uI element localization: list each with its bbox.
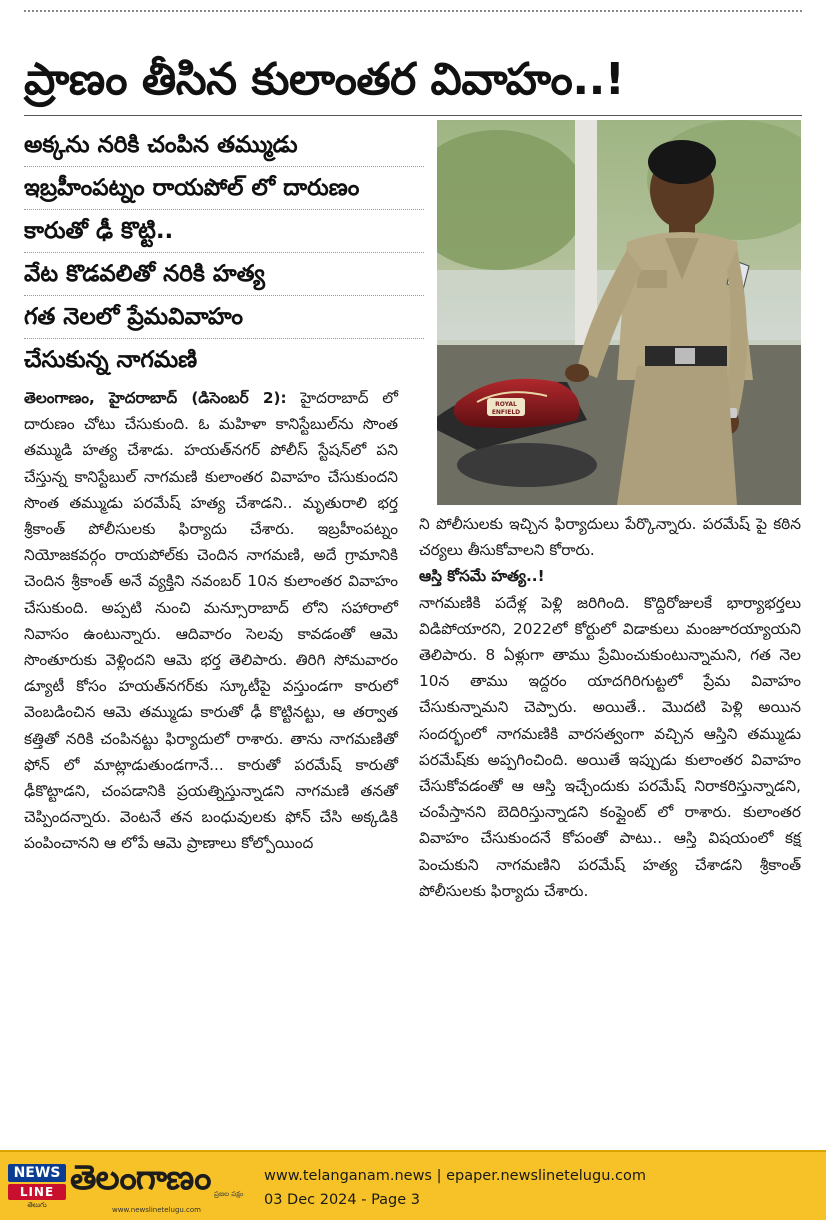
subheads-block: [24, 124, 424, 382]
logo-lang-text: తెలుగు: [27, 1201, 47, 1209]
body-right-paragraph-2: నాగమణికి పదేళ్ల పెళ్లి జరిగింది. కొద్దిరోజులకే భార్యాభర్తలు విడిపోయారని, 2022లో కోర్టులో విడాకులు మంజూరయ్యాయని తెలిపారు. 8 ఏళ్లుగా తాము ప్రేమించుకుంటున్నామని, గత నెల 10న తాము ఇద్దరం యాదగిరిగుట్టలో ప్రేమ వివాహం చేసుకున్నామని చెప్పారు. అయితే.. మొదటి పెళ్లి అయిన సందర్భంలో నాగమణికి వారసత్వంగా వచ్చిన ఆస్తిని తమ్ముడు పరమేష్‌కు అప్పగించింది. అయితే ఇప్పుడు కులాంతర వివాహం చేసుకోవడంతో ఆ ఆస్తి ఇచ్చేందుకు పరమేష్ నిరాకరిస్తున్నాడని, చంపేస్తానని బెదిరిస్తున్నాడని కంప్లైంట్ లో రాశారు. కులాంతర వివాహం చేసుకుందనే కోపంతో పాటు.. ఆస్తి విషయంలో కక్ష పెంచుకుని నాగమణిని పరమేష్ హత్య చేశాడని శ్రీకాంత్ పోలీసులకు ఫిర్యాదు చేశారు.: [419, 593, 801, 900]
subhead-3: కారుతో ఢీ కొట్టి..: [24, 210, 424, 253]
logo-news-text: NEWS: [8, 1164, 66, 1182]
top-dotted-rule: [24, 10, 802, 12]
body-right-paragraph-1: ని పోలీసులకు ఇచ్చిన ఫిర్యాదులు పేర్కొన్నారు. పరమేష్ పై కఠిన చర్యలు తీసుకోవాలని కోరారు.: [419, 515, 801, 560]
newsline-logo: [8, 1164, 66, 1210]
dateline: తెలంగాణం, హైదరాబాద్ (డిసెంబర్ 2):: [24, 389, 287, 407]
inline-subhead: ఆస్తి కోసమే హత్య..!: [419, 567, 545, 586]
headline: ప్రాణం తీసిన కులాంతర వివాహం..!: [24, 54, 625, 105]
body-column-left: [24, 385, 398, 857]
footer-links[interactable]: www.telanganam.news | epaper.newslinetelugu.com: [264, 1168, 646, 1184]
svg-text:ENFIELD: ENFIELD: [491, 409, 521, 416]
photo-illustration: [437, 120, 801, 505]
logo-line-text: LINE: [8, 1184, 66, 1200]
body-column-right: [419, 511, 801, 904]
telanganam-brand: తెలంగాణం: [70, 1158, 211, 1198]
headline-rule: [24, 115, 802, 116]
subhead-1: అక్కను నరికి చంపిన తమ్ముడు: [24, 124, 424, 167]
subhead-4: వేట కొడవలితో నరికి హత్య: [24, 253, 424, 296]
footer-date-page: 03 Dec 2024 - Page 3: [264, 1192, 421, 1208]
body-left-paragraph: [24, 385, 398, 857]
footer-band: [0, 1150, 826, 1220]
subhead-5: గత నెలలో ప్రేమవివాహం: [24, 296, 424, 339]
subhead-6: చేసుకున్న నాగమణి: [24, 347, 198, 373]
subhead-2: ఇబ్రహీంపట్నం రాయపోల్ లో దారుణం: [24, 167, 424, 210]
brand-tagline: ప్రజల పక్షం: [214, 1190, 244, 1198]
constable-photo: [437, 120, 801, 505]
bike-badge-text: ROYAL: [495, 401, 517, 408]
brand-url: www.newslinetelugu.com: [112, 1206, 201, 1214]
body-left-text: హైదరాబాద్ లో దారుణం చోటు చేసుకుంది. ఓ మహిళా కానిస్టేబుల్‌ను సొంత తమ్ముడి హత్య చేశాడు. హయత్‌నగర్ పోలీస్ స్టేషన్‌లో పని చేస్తున్న కానిస్టేబుల్ నాగమణి కులాంతర వివాహం చేసుకుందని సొంత తమ్ముడు పరమేష్ హత్య చేశాడని.. మృతురాలి భర్త శ్రీకాంత్ పోలీసులకు ఫిర్యాదు చేశారు. ఇబ్రహీంపట్నం నియోజకవర్గం రాయపోల్‌కు చెందిన నాగమణి, అదే గ్రామానికి చెందిన శ్రీకాంత్ అనే వ్యక్తిని నవంబర్ 10న కులాంతర వివాహం చేసుకుంది. అప్పటి నుంచి మన్సూరాబాద్ లోని సహారాలో నివాసం ఉంటున్నారు. ఆదివారం సెలవు కావడంతో ఆమె సొంతూరుకు వెళ్లిందని ఆమె భర్త తెలిపారు. తిరిగి సోమవారం డ్యూటీ కోసం హయత్‌నగర్‌కు స్కూటీపై వస్తుండగా కారులో వెంబడించిన ఆమె తమ్ముడు కారుతో ఢీ కొట్టినట్టు, ఆ తర్వాత కత్తితో నరికి చంపినట్టు ఫిర్యాదులో రాశారు. తాను నాగమణితో ఫోన్ లో మాట్లాడుతుండగానే... కారుతో పరమేష్ కారుతో ఢీకొట్టాడని, చంపడానికి ప్రయత్నిస్తున్నాడని నాగమణి తనతో చెప్పిందన్నారు. వెంటనే తన బంధువులకు ఫోన్ చేసి అక్కడికి పంపించానని ఆ లోపే ఆమె ప్రాణాలు కోల్పోయింద: [24, 389, 398, 853]
